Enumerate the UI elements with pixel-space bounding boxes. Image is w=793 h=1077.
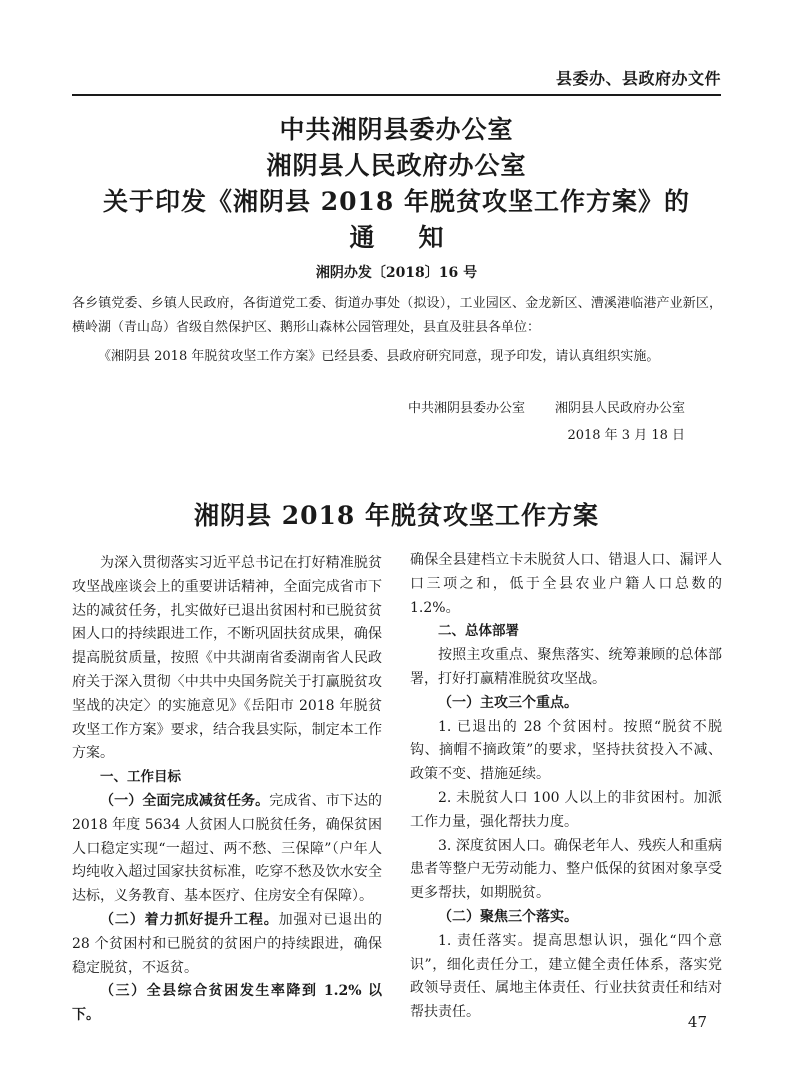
goal-1-heading: （一）全面完成减贫任务。 [100,792,270,809]
title-line-4 [60,220,733,256]
notice-intro: 《湘阴县 2018 年脱贫攻坚工作方案》已经县委、县政府研究同意，现予印发，请认真组织实施。 [98,349,660,364]
goal-3 [72,980,382,1028]
issue-date: 2018 年 3 月 18 日 [567,428,685,443]
signers [408,397,685,416]
section-heading-deployment: 二、总体部署 [438,623,519,640]
goal-1-text: 完成省、市下达的 2018 年度 5634 人贫困人口脱贫任务，确保贫困人口稳定实现“一超过、两不愁、三保障”（户年人均纯收入超过国家扶贫标准，吃穿不愁及饮水安全达标，义务教育、基本医疗、住房安全有保障）。 [72,792,383,905]
right-column [410,549,722,1025]
focus-item-2: 2. 未脱贫人口 100 人以上的非贫困村。加派工作力量，强化帮扶力度。 [410,789,722,830]
section-heading-goals: 一、工作目标 [100,769,181,786]
left-column [72,552,382,1028]
title-line-1: 中共湘阴县委办公室 [279,115,514,144]
focus-item-1: 1. 已退出的 28 个贫困村。按照“脱贫不脱钩、摘帽不摘政策”的要求，坚持扶贫投入不减、政策不变、措施延续。 [410,718,722,783]
implementation-item-1: 1. 责任落实。提高思想认识，强化“四个意识”，细化责任分工，建立健全责任体系，落实党政领导责任、属地主体责任、行业扶贫责任和结对帮扶责任。 [410,932,722,1021]
plan-title: 湘阴县 2018 年脱贫攻坚工作方案 [194,501,599,530]
title-notice-word: 通知 [349,223,488,252]
title-line-3: 关于印发《湘阴县 2018 年脱贫攻坚工作方案》的 [103,187,690,216]
deployment-intro: 按照主攻重点、聚焦落实、统筹兼顾的总体部署，打好打赢精准脱贫攻坚战。 [410,647,722,687]
plan-preamble: 为深入贯彻落实习近平总书记在打好精准脱贫攻坚战座谈会上的重要讲话精神，全面完成省市下达的减贫任务，扎实做好已退出贫困村和已脱贫贫困人口的持续跟进工作，不断巩固扶贫成果，确保提高脱贫质量，按照《中共湖南省委湖南省人民政府关于深入贯彻〈中共中央国务院关于打赢脱贫攻坚战的决定〉的实施意见》《岳阳市 2018 年脱贫攻坚工作方案》要求，结合我县实际，制定本工作方案。 [72,555,382,762]
goal-2 [72,909,382,980]
goal-1 [72,790,382,909]
page-number: 47 [687,1013,707,1031]
signer-government-office: 湘阴县人民政府办公室 [554,401,685,416]
header-rule [72,94,721,96]
notice-title [60,112,733,256]
document-number: 湘阴办发〔2018〕16 号 [315,265,478,281]
goal-3-heading: （三）全县综合贫困发生率降到 1.2% 以下。 [72,983,382,1024]
goal-2-text: 加强对已退出的 28 个贫困村和已脱贫的贫困户的持续跟进，确保稳定脱贫，不返贫。 [72,911,383,976]
running-header [0,62,793,102]
goal-2-heading: （二）着力抓好提升工程。 [100,911,279,928]
signer-party-office: 中共湘阴县委办公室 [407,401,525,416]
title-line-2: 湘阴县人民政府办公室 [266,151,527,180]
implementation-heading: （二）聚焦三个落实。 [438,908,578,925]
addressees: 各乡镇党委、乡镇人民政府，各街道党工委、街道办事处（拟设），工业园区、金龙新区、漕溪港临港产业新区，横岭湖（青山岛）省级自然保护区、鹅形山森林公园管理处，县直及驻县各单位： [72,296,722,335]
focus-heading: （一）主攻三个重点。 [438,694,578,711]
focus-item-3: 3. 深度贫困人口。确保老年人、残疾人和重病患者等整户无劳动能力、整户低保的贫困对象享受更多帮扶，如期脱贫。 [410,837,722,902]
goal-3-continued: 确保全县建档立卡未脱贫人口、错退人口、漏评人口三项之和，低于全县农业户籍人口总数的 1.2%。 [410,552,722,616]
running-title: 县委办、县政府办文件 [555,69,721,88]
